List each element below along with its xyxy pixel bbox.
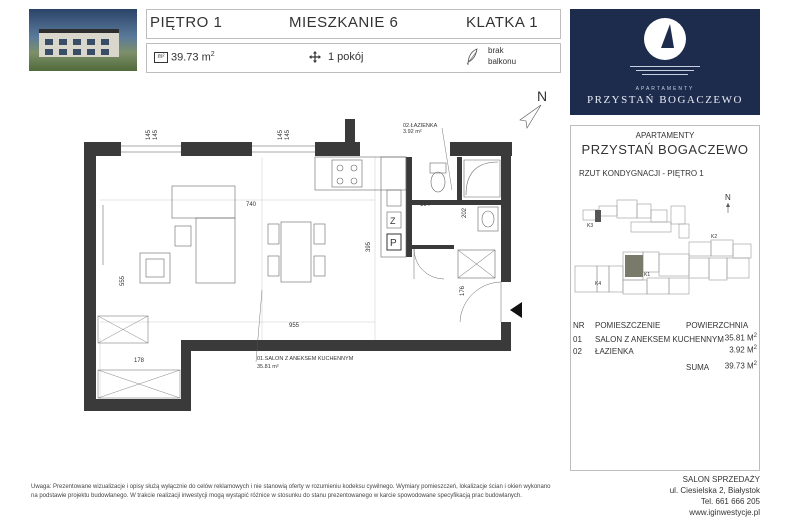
panel-title-big: PRZYSTAŃ BOGACZEWO [581, 142, 749, 157]
floor-label: PIĘTRO 1 [150, 14, 223, 31]
dim-202: 202 [462, 207, 468, 218]
table-header-room: POMIESZCZENIE [595, 321, 661, 330]
disclaimer-line2: na podstawie projektu budowlanego. W trakcie realizacji inwestycji mogą wystąpić różnice w stosunku do stanu prezentowanego w karcie spowodowane specyfikacją prac budowlanych. [31, 493, 522, 499]
dim-window2a: 145 [278, 129, 284, 140]
logo-emblem [644, 18, 686, 60]
office-title: SALON SPRZEDAŻY [682, 475, 760, 484]
info-panel [570, 125, 760, 471]
panel-title-small: APARTAMENTY [635, 131, 695, 140]
logo-small-text: APARTAMENTY [635, 86, 695, 92]
table-row-2-name: ŁAZIENKA [595, 347, 634, 356]
plan-north-label: N [537, 88, 548, 104]
site-north-label: N [725, 193, 731, 202]
logo-big-text: PRZYSTAŃ BOGACZEWO [587, 94, 743, 106]
table-row-1-nr: 01 [573, 335, 582, 344]
table-sum-label: SUMA [686, 363, 710, 372]
dim-395: 395 [366, 241, 372, 252]
balcony-line2: balkonu [488, 57, 517, 66]
site-label-k2: K2 [711, 234, 718, 240]
dim-window2b: 145 [285, 129, 291, 140]
table-header-nr: NR [573, 321, 585, 330]
dim-window1a: 145 [146, 129, 152, 140]
site-label-k1: K1 [644, 272, 651, 278]
table-row-1-area: 35.81 $M^2$ [724, 333, 757, 343]
rooms-count: 1 pokój [328, 51, 364, 63]
balcony-line1: brak [488, 46, 504, 55]
disclaimer [31, 483, 591, 501]
staircase-label: KLATKA 1 [466, 14, 539, 31]
area-value: 39.73 $m^2$ [171, 51, 215, 64]
brand-logo [570, 9, 760, 115]
table-sum-value: 39.73 $M^2$ [724, 361, 757, 371]
room1-label: 01.SALON Z ANEKSEM KUCHENNYM [257, 356, 354, 362]
office-address: ul. Ciesielska 2, Białystok [669, 486, 760, 495]
dim-955: 955 [289, 323, 300, 329]
table-row-2-area: 3.92 $M^2$ [729, 345, 757, 355]
office-website[interactable]: www.iginwestycje.pl [689, 508, 760, 517]
dim-178: 178 [134, 358, 145, 364]
area-icon: m² [154, 52, 168, 63]
dim-176: 176 [460, 285, 466, 296]
dim-740: 740 [246, 202, 257, 208]
panel-subtitle: RZUT KONDYGNACJI - PIĘTRO 1 [579, 169, 704, 178]
dim-555: 555 [120, 275, 126, 286]
office-phone: Tel. 661 666 205 [700, 497, 760, 506]
table-header-area: POWIERZCHNIA [686, 321, 749, 330]
disclaimer-line1: Uwaga: Prezentowane wizualizacje i opisy służą wyłącznie do celów reklamowych i nie stanowią oferty w rozumieniu kodeksu cywilnego. Wymiary pomieszczeń, lokalizacje ścian i okien wykonano [31, 484, 551, 490]
room2-label: 02.ŁAZIENKA [403, 123, 438, 129]
site-label-k3: K3 [587, 223, 594, 229]
site-highlight [625, 255, 643, 277]
fridge-z-label: Z [390, 216, 396, 226]
room1-area: 35.81 m² [257, 364, 279, 370]
dim-194: 194 [420, 202, 431, 208]
site-plan-map [571, 182, 761, 312]
apartment-label: MIESZKANIE 6 [289, 14, 399, 31]
table-row-1-name: SALON Z ANEKSEM KUCHENNYM [595, 335, 724, 344]
dim-window1b: 145 [153, 129, 159, 140]
sales-office [670, 474, 760, 518]
entrance-arrow [510, 302, 522, 318]
fridge-p-label: P [390, 238, 397, 249]
site-label-k4: K4 [595, 281, 602, 287]
room2-area: 3.92 m² [403, 129, 422, 135]
table-row-2-nr: 02 [573, 347, 582, 356]
plan-north-arrow [520, 105, 541, 128]
